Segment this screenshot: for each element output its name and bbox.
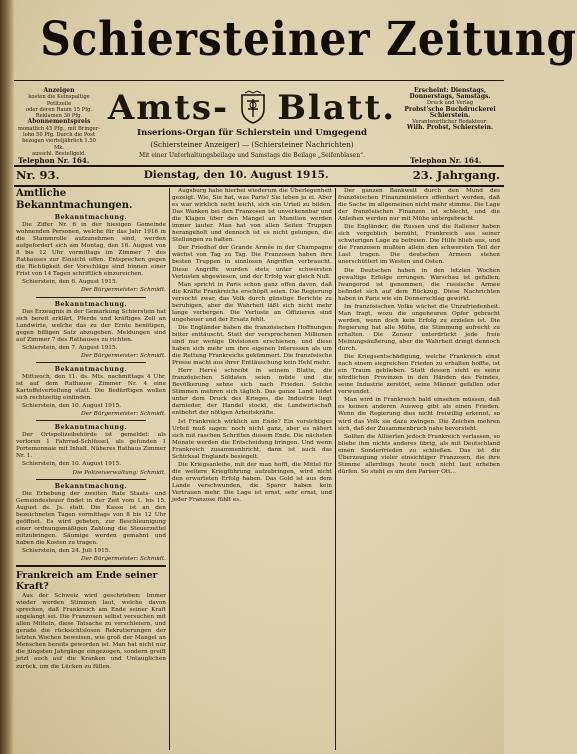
notice-text: Der Ortspolizeibehörde ist gemeldet: als verloren 1 Fahrrad-Schlüssel, als gefunden 1 Portemonnaie mit Inhalt. Näheres Rathaus Zimmer Nr. 1. [16,432,166,460]
separator [36,297,146,298]
box-left-line: oder deren Raum 15 Pfg. [25,106,93,113]
article-text: Ist Frankreich wirklich am Ende? Ein vorsichtiges Urteil muß sagen: noch nicht ganz, aber es nähert sich mit raschen Schritten diesem Ende. Die nächsten Monate werden die Entscheidung bringen. Und wenn Frankreich zusammenbricht, dann ist auch das Schicksal Englands besiegelt. [172,418,332,460]
rule-date-bottom [14,185,504,187]
article-text: Der Friedhof der Grande Armée in der Champagne wächst von Tag zu Tag. Die Franzosen haben ihre besten Truppen in sinnlosen Angriffen verbraucht. Diese Angriffe wurden stets unter schwersten Verlusten abgewiesen, und der Erfolg war gleich Null. [172,245,332,280]
notice-title: Bekanntmachung. [54,365,128,373]
article-text: Man wird in Frankreich bald einsehen müssen, daß es keinen anderen Ausweg gibt als einen Frieden. Wenn die Regierung dies nicht freiwillig erkennt, so wird das Volk sie dazu zwingen. Die Zeichen mehren sich, daß der Zusammenbruch nahe bevorsteht. [338,397,500,432]
column-3 [338,188,500,750]
notice-place-date: Schierstein, den 6. August 1915. [22,279,118,286]
article-text: Die Deutschen haben in den letzten Wochen gewaltige Erfolge errungen. Warschau ist gefallen, Iwangorod ist genommen, die russische Armee befindet sich auf dem Rückzug. Diese Nachrichten haben in Paris wie ein Donnerschlag gewirkt. [338,267,500,302]
issue-number: Nr. 93. [16,168,60,182]
volume-year: 23. Jahrgang. [412,168,500,182]
box-left-line: bezogen vierteljährlich 1.50 Mk. [22,138,96,151]
article-text: Augsburg habe hierbei wiederum die Überlegenheit gezeigt. Wie, Sie hat, was Paris? Sie leben ja ei. Aber es war wirklich nicht leicht, sich ein Urteil zu bilden. Das Wanken bei den Franzosen ist unverkennbar und die Klagen über den Mangel an Munition werden immer lauter. Man hat von allen Seiten Truppen herangeholt und dennoch ist es nicht gelungen, die Stellungen zu halten. [172,188,332,244]
article-text: Die Engländer, die Russen und die Italiener haben sich vergeblich bemüht, Frankreich aus seiner schwierigen Lage zu befreien. Die Hilfe blieb aus, und die Franzosen mußten allein den schwersten Teil der Last tragen. Die deutschen Armeen stehen unerschüttert im Westen und Osten. [338,224,500,266]
notice-title: Bekanntmachung. [54,214,128,221]
article-text: Im französischen Volke wächst die Unzufriedenheit. Man fragt, wozu die ungeheuren Opfer gebracht werden, wenn doch kein Erfolg zu erzielen ist. Die Regierung hat alle Mühe, die Stimmung aufrecht zu erhalten. Die Zensur unterdrückt jede freie Meinungsäußerung, aber die Wahrheit dringt dennoch durch. [338,303,500,353]
article-text: Die Engländer haben die französischen Hoffnungen bitter enttäuscht. Statt der versprochenen Millionen sind nur wenige Divisionen erschienen, und diese haben sich mehr um ihre eigenen Interessen als um die Rettung Frankreichs gekümmert. Die französische Presse macht aus ihrer Enttäuschung kein Hehl mehr. [172,324,332,367]
binding-spine [0,0,14,754]
box-right-line: Wilh. Probst, Schierstein. [406,124,494,132]
notice-place-date: Schierstein, den 24. Juli 1915. [22,547,111,554]
masthead-title: Schiersteiner Zeitung [40,12,577,67]
article-text: Die Kriegsentschädigung, welche Frankreich einst nach einem siegreichen Frieden zu erhalten hoffte, ist ein Traum geblieben. Statt dessen sieht es seine nördlichen Provinzen in den Händen des Feindes, seine Industrie zerstört, seine Männer gefallen oder verwundet. [338,354,500,396]
blatt-word: Blatt. [277,88,397,128]
telephone-left: Telephon Nr. 164. [18,156,90,165]
box-right-line: Erscheint: Dienstags, [413,87,487,94]
column-1 [16,188,166,750]
dateline [16,166,500,184]
telephone-right: Telephon Nr. 164. [410,156,482,165]
article-text: Aus der Schweiz wird geschrieben: Immer wieder werden Stimmen laut, welche davon sprechen, daß Frankreich am Ende seiner Kraft angelangt sei. Die Franzosen selbst versuchen mit allen Mitteln, diese Tatsache zu verschleiern, und gerade die rücksichtslosen Rekrutierungen der letzten Wochen beweisen, wie groß der Mangel an Menschen bereits geworden ist. Man hat nicht nur die jüngsten Jahrgänge eingezogen, sondern greift jetzt auch auf die Kranken und Untauglichen zurück, um die Lücken zu füllen. [16,593,166,670]
notice-text: Die Ziffer Nr. 6 in der hiesigen Gemeinde wohnenden Personen, welche für das Jahr 1916 in die Stammrolle aufzunehmen sind, werden aufgefordert sich am Montag, den 16. August von 8 bis 12 Uhr vormittags im Zimmer 7 des Rathauses zur Einsicht offen. Entsprechen gegen die Richtigkeit der Vorschläge sind binnen einer Frist von 14 Tagen schriftlich einzureichen. [16,222,166,278]
box-left-line: Reklamen 30 Pfg. [35,113,83,120]
notice-text: Die Erhebung der zweiten Rate Staats- und Gemeindesteuer findet in der Zeit vom 1. bis 15. August ds. Js. statt. Die Kasse ist an den bezeichneten Tagen vormittags von 8 bis 12 Uhr geöffnet. Es wird gebeten, zur Beschleunigung einer ordnungsmäßigen Zahlung die Steuerzettel mitzubringen. Säumige werden gemahnt und haben die Kosten zu tragen. [16,490,166,546]
notice-signature: Der Bürgermeister: Schmidt. [81,352,166,359]
subtitle-insertion: Inserions-Organ für Schierstein und Umgegend [136,128,368,138]
box-left-line: Abonnementspreis [27,118,91,126]
box-right-line: Verantwortlicher Redakteur: [412,119,488,126]
separator [36,362,146,363]
article-text: Herr Hervé schreibt in seinem Blatte, die französischen Soldaten seien müde und die Bevölkerung sehne sich nach Frieden. Solche Stimmen mehren sich täglich. Das ganze Land leidet unter dem Druck des Krieges, die Industrie liegt darnieder, der Handel stockt, die Landwirtschaft entbehrt der nötigen Arbeitskräfte. [172,368,332,417]
notice-text: Das Erzeugnis in der Gemarkung Schierstein hat sich bereit erklärt, Pferde und kräftiges Zell an Landwirte, welche das zu der Ernte benötigen, gegen billigen Satz abzugeben. Meldungen sind auf Zimmer 7 des Rathauses zu richten. [16,308,166,343]
rule-top [14,80,504,81]
box-right-line: Probst'sche Buchdruckerei [404,105,496,113]
notice-place-date: Schierstein, den 10. August 1915. [22,403,122,410]
box-right-line: Druck und Verlag [426,100,474,107]
box-right-line: Schierstein. [429,111,471,119]
article-text: Der ganzen Bankwelt durch den Mund des französischen Finanzministers offenbart worden, daß die Sache im allgemeinen nicht mehr stimme. Die Lage der französischen Finanzen ist schlecht, und die Anleihen werden nur mit Mühe untergebracht. [338,188,500,223]
box-left-line: ausschl. Bestellgeld. [32,150,86,157]
notice-signature: Der Bürgermeister: Schmidt. [81,556,166,563]
separator-heavy [16,565,166,567]
article-columns [16,188,502,750]
amtsblatt-title [104,86,400,130]
separator [36,479,146,480]
box-left-line: monatlich 45 Pfg., mit Bringer- [18,125,100,132]
official-notices-heading: Amtliche Bekanntmachungen. [16,188,133,211]
box-left-title: Anzeigen [43,87,75,94]
box-left-line: kosten die Keinspaltige Petitzeile [28,94,90,107]
article-text: Die Kriegsanleihe, mit der man hofft, die Mittel für die weitere Kriegführung aufzubringen, wird nicht den erwarteten Erfolg haben. Das Gold ist aus dem Lande verschwunden, die Sparer haben kein Vertrauen mehr. Die Lage ist ernst, sehr ernst, und jeder Franzose fühlt es. [172,461,332,504]
issue-date: Dienstag, den 10. August 1915. [143,169,329,181]
publisher-box [402,88,498,154]
notice-text: Mittwoch, den 11. ds. Mts. nachmittags 4 Uhr, ist auf dem Rathause Zimmer Nr. 4 eine Kartoffelverteilung statt. Die Bedürftigen wollen sich rechtzeitig einfinden. [16,373,166,402]
amts-word: Amts- [107,88,230,128]
notice-title: Bekanntmachung. [54,300,128,308]
subtitle-beilage: Mit einer Unterhaltungsbeilage und Samstags die Beilage „Seifenblasen“. [138,152,366,159]
notice-place-date: Schierstein, den 10. August 1915. [22,461,122,468]
box-right-line: Donnerstags, Samstags. [409,93,491,101]
article-text: Man spricht in Paris schon ganz offen davon, daß die Kräfte Frankreichs erschöpft seien. Die Regierung versucht zwar, das Volk durch günstige Berichte zu beruhigen, aber die Wahrheit läßt sich nicht mehr lange verbergen. Die Verluste an Offizieren sind ungeheuer und der Ersatz fehlt. [172,281,332,323]
box-left-line: lohn 50 Pfg. Durch die Post [22,132,96,139]
notice-title: Bekanntmachung. [54,482,128,490]
column-2 [172,188,332,750]
coat-of-arms-icon [239,91,267,125]
subscription-box [18,87,100,157]
article-text: Sollten die Alliierten jedoch Frankreich verlassen, so bliebe ihm nichts anderes übrig, als mit Deutschland einen Sonderfrieden zu schließen. Das ist die Überzeugung vieler einsichtiger Franzosen, die ihre Stimme allerdings heute noch nicht laut erheben dürfen. So steht es um den Pariser Ott... [338,433,500,475]
notice-place-date: Schierstein, den 7. August 1915. [22,344,118,351]
notice-title: Bekanntmachung. [54,424,128,432]
notice-signature: Der Bürgermeister: Schmidt. [81,287,166,294]
separator [36,420,146,421]
article-headline: Frankreich am Ende seiner Kraft? [16,570,158,593]
notice-signature: Der Bürgermeister: Schmidt. [81,411,166,418]
notice-signature: Die Polizeiverwaltung: Schmidt. [72,469,166,476]
subtitle-anzeiger: (Schiersteiner Anzeiger) — (Schiersteiner Nachrichten) [150,140,354,149]
